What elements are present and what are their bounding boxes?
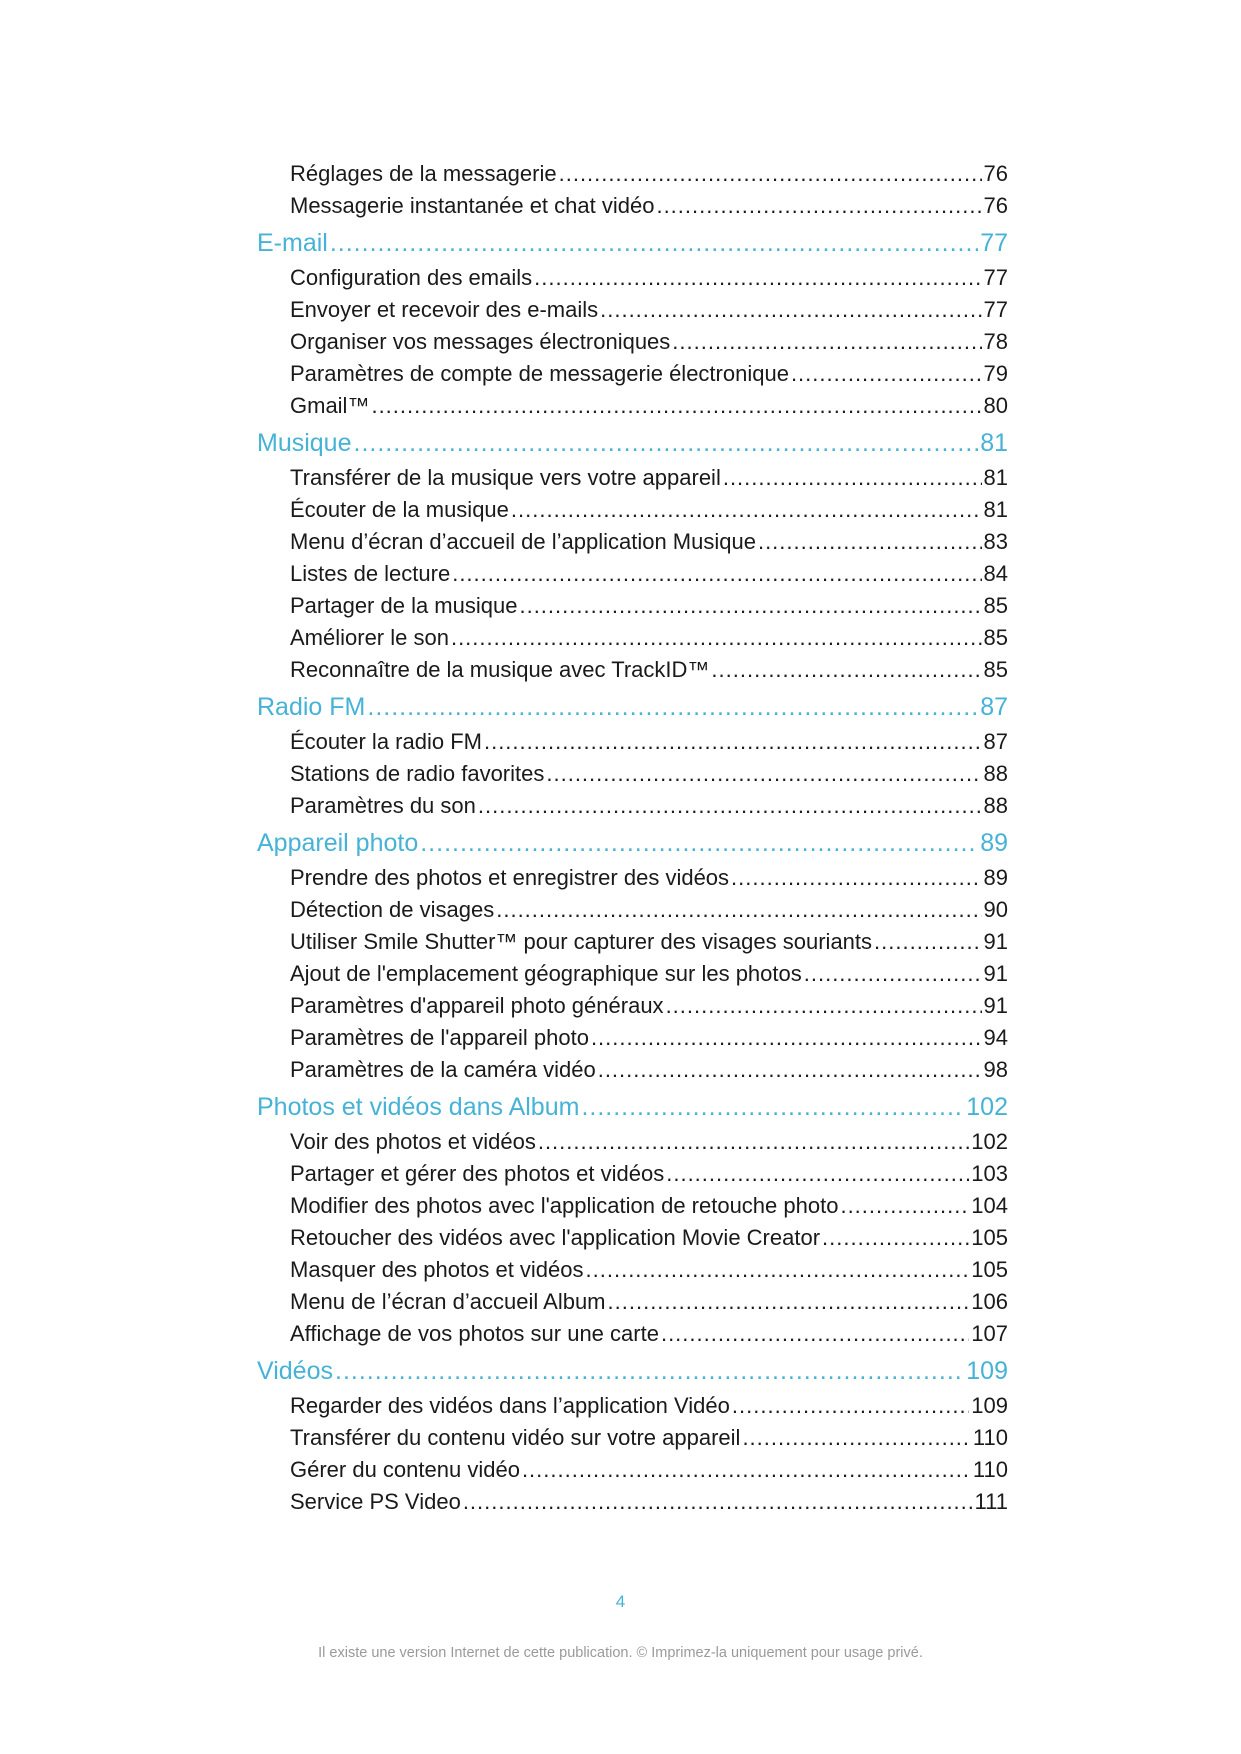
toc-title: Reconnaître de la musique avec TrackID™	[290, 657, 710, 682]
toc-title: Envoyer et recevoir des e-mails	[290, 297, 599, 322]
dot-leader	[330, 225, 978, 262]
dot-leader	[478, 790, 982, 822]
toc-page-number: 78	[983, 329, 1008, 354]
toc-entry[interactable]	[290, 958, 1008, 990]
toc-page-number: 106	[971, 1289, 1008, 1314]
dot-leader	[661, 1318, 969, 1350]
toc-page-number: 111	[974, 1489, 1008, 1514]
dot-leader	[546, 758, 981, 790]
toc-entry[interactable]	[290, 654, 1008, 686]
toc-entry[interactable]	[290, 1022, 1008, 1054]
toc-entry[interactable]	[290, 894, 1008, 926]
toc-title: Partager et gérer des photos et vidéos	[290, 1161, 665, 1186]
toc-chapter[interactable]	[257, 1089, 1008, 1126]
toc-title: Organiser vos messages électroniques	[290, 329, 671, 354]
toc-title: Musique	[257, 429, 352, 457]
toc-page-number: 85	[983, 657, 1008, 682]
footer-note: Il existe une version Internet de cette publication. © Imprimez-la uniquement pour usage privé.	[318, 1645, 923, 1661]
toc-title: Retoucher des vidéos avec l'application Movie Creator	[290, 1225, 821, 1250]
toc-title: Paramètres de compte de messagerie électronique	[290, 361, 789, 386]
toc-title: Paramètres d'appareil photo généraux	[290, 993, 664, 1018]
toc-title: Photos et vidéos dans Album	[257, 1093, 580, 1121]
toc-page-number: 87	[980, 693, 1008, 721]
toc-page-number: 77	[980, 229, 1008, 257]
toc-page-number: 81	[980, 429, 1008, 457]
toc-page-number: 81	[983, 465, 1008, 490]
toc-title: Regarder des vidéos dans l’application Vidéo	[290, 1393, 730, 1418]
toc-chapter[interactable]	[257, 425, 1008, 462]
toc-title: Prendre des photos et enregistrer des vidéos	[290, 865, 730, 890]
toc-page-number: 85	[983, 625, 1008, 650]
toc-page-number: 105	[971, 1257, 1008, 1282]
toc-entry[interactable]	[290, 1222, 1008, 1254]
toc-title: Voir des photos et vidéos	[290, 1129, 536, 1154]
toc-title: Écouter de la musique	[290, 497, 509, 522]
dot-leader	[420, 825, 978, 862]
toc-entry[interactable]	[290, 1318, 1008, 1350]
toc-page-number: 81	[983, 497, 1008, 522]
dot-leader	[672, 326, 981, 358]
toc-entry[interactable]	[290, 526, 1008, 558]
dot-leader	[371, 390, 981, 422]
toc-page-number: 85	[983, 593, 1008, 618]
toc-title: Écouter la radio FM	[290, 729, 482, 754]
toc-entry[interactable]	[290, 926, 1008, 958]
toc-title: Paramètres du son	[290, 793, 476, 818]
dot-leader	[758, 526, 982, 558]
toc-page-number: 77	[983, 297, 1008, 322]
toc-title: Service PS Video	[290, 1489, 461, 1514]
dot-leader	[723, 462, 982, 494]
toc-chapter[interactable]	[257, 689, 1008, 726]
toc-title: Améliorer le son	[290, 625, 449, 650]
toc-title: Affichage de vos photos sur une carte	[290, 1321, 659, 1346]
dot-leader	[484, 726, 982, 758]
toc-title: Gmail™	[290, 393, 370, 418]
dot-leader	[511, 494, 982, 526]
toc-entry[interactable]	[290, 462, 1008, 494]
toc-page-number: 109	[966, 1357, 1008, 1385]
toc-title: Réglages de la messagerie	[290, 161, 557, 186]
toc-chapter[interactable]	[257, 225, 1008, 262]
toc-entry[interactable]	[290, 358, 1008, 390]
dot-leader	[581, 1089, 964, 1126]
toc-page-number: 89	[983, 865, 1008, 890]
toc-page-number: 76	[983, 161, 1008, 186]
toc-title: Modifier des photos avec l'application de retouche photo	[290, 1193, 839, 1218]
dot-leader	[822, 1222, 969, 1254]
dot-leader	[608, 1286, 970, 1318]
dot-leader	[452, 558, 981, 590]
toc-entry[interactable]	[290, 590, 1008, 622]
dot-leader	[522, 1454, 971, 1486]
toc-title: Menu d’écran d’accueil de l’application Musique	[290, 529, 756, 554]
dot-leader	[732, 1390, 969, 1422]
toc-title: Paramètres de l'appareil photo	[290, 1025, 589, 1050]
toc-title: Transférer de la musique vers votre appareil	[290, 465, 721, 490]
dot-leader	[666, 990, 982, 1022]
toc-title: Détection de visages	[290, 897, 495, 922]
toc-page-number: 76	[983, 193, 1008, 218]
toc-title: Configuration des emails	[290, 265, 533, 290]
toc-page-number: 88	[983, 793, 1008, 818]
toc-title: Menu de l’écran d’accueil Album	[290, 1289, 606, 1314]
dot-leader	[367, 689, 978, 726]
toc-page-number: 94	[983, 1025, 1008, 1050]
toc-entry[interactable]	[290, 726, 1008, 758]
dot-leader	[600, 294, 981, 326]
toc-page-number: 90	[983, 897, 1008, 922]
dot-leader	[591, 1022, 982, 1054]
dot-leader	[742, 1422, 970, 1454]
toc-entry[interactable]	[290, 1454, 1008, 1486]
toc-page-number: 89	[980, 829, 1008, 857]
toc-entry[interactable]	[290, 558, 1008, 590]
toc-title: Paramètres de la caméra vidéo	[290, 1057, 596, 1082]
toc-page-number: 80	[983, 393, 1008, 418]
table-of-contents	[257, 158, 1008, 1518]
toc-title: Ajout de l'emplacement géographique sur les photos	[290, 961, 802, 986]
dot-leader	[335, 1353, 964, 1390]
toc-page-number: 105	[971, 1225, 1008, 1250]
toc-title: Radio FM	[257, 693, 366, 721]
toc-page-number: 103	[971, 1161, 1008, 1186]
toc-entry[interactable]	[290, 1126, 1008, 1158]
toc-title: Appareil photo	[257, 829, 419, 857]
toc-entry[interactable]	[290, 190, 1008, 222]
dot-leader	[731, 862, 981, 894]
toc-page-number: 87	[983, 729, 1008, 754]
toc-entry[interactable]	[290, 390, 1008, 422]
toc-entry[interactable]	[290, 1422, 1008, 1454]
toc-entry[interactable]	[290, 326, 1008, 358]
toc-entry[interactable]	[290, 1254, 1008, 1286]
toc-page-number: 104	[971, 1193, 1008, 1218]
toc-page-number: 91	[983, 961, 1008, 986]
dot-leader	[656, 190, 981, 222]
toc-page-number: 110	[972, 1457, 1008, 1482]
toc-title: Partager de la musique	[290, 593, 518, 618]
toc-title: Gérer du contenu vidéo	[290, 1457, 520, 1482]
toc-entry[interactable]	[290, 1286, 1008, 1318]
toc-page-number: 83	[983, 529, 1008, 554]
dot-leader	[791, 358, 982, 390]
dot-leader	[463, 1486, 973, 1518]
toc-title: Vidéos	[257, 1357, 333, 1385]
page-number: 4	[615, 1592, 626, 1611]
toc-title: Messagerie instantanée et chat vidéo	[290, 193, 655, 218]
toc-page-number: 84	[983, 561, 1008, 586]
toc-page-number: 98	[983, 1057, 1008, 1082]
toc-chapter[interactable]	[257, 1353, 1008, 1390]
toc-chapter[interactable]	[257, 825, 1008, 862]
dot-leader	[354, 425, 979, 462]
toc-page-number: 91	[983, 993, 1008, 1018]
toc-page-number: 102	[971, 1129, 1008, 1154]
toc-page-number: 107	[971, 1321, 1008, 1346]
toc-page-number: 88	[983, 761, 1008, 786]
dot-leader	[519, 590, 981, 622]
toc-page-number: 102	[966, 1093, 1008, 1121]
toc-page-number: 79	[983, 361, 1008, 386]
toc-entry[interactable]	[290, 990, 1008, 1022]
toc-entry[interactable]	[290, 494, 1008, 526]
dot-leader	[711, 654, 981, 686]
toc-title: E-mail	[257, 229, 328, 257]
dot-leader	[586, 1254, 970, 1286]
toc-entry[interactable]	[290, 758, 1008, 790]
dot-leader	[874, 926, 981, 958]
toc-title: Transférer du contenu vidéo sur votre appareil	[290, 1425, 741, 1450]
toc-entry[interactable]	[290, 622, 1008, 654]
dot-leader	[666, 1158, 969, 1190]
dot-leader	[451, 622, 982, 654]
toc-entry[interactable]	[290, 862, 1008, 894]
toc-entry[interactable]	[290, 1158, 1008, 1190]
toc-entry[interactable]	[290, 1054, 1008, 1086]
toc-entry[interactable]	[290, 158, 1008, 190]
toc-page-number: 91	[983, 929, 1008, 954]
toc-title: Stations de radio favorites	[290, 761, 545, 786]
toc-title: Listes de lecture	[290, 561, 451, 586]
dot-leader	[496, 894, 981, 926]
toc-entry[interactable]	[290, 294, 1008, 326]
toc-entry[interactable]	[290, 1190, 1008, 1222]
dot-leader	[534, 262, 981, 294]
toc-entry[interactable]	[290, 1390, 1008, 1422]
toc-entry[interactable]	[290, 262, 1008, 294]
toc-page-number: 77	[983, 265, 1008, 290]
toc-entry[interactable]	[290, 790, 1008, 822]
toc-title: Masquer des photos et vidéos	[290, 1257, 584, 1282]
dot-leader	[804, 958, 982, 990]
dot-leader	[840, 1190, 969, 1222]
toc-title: Utiliser Smile Shutter™ pour capturer des visages souriants	[290, 929, 873, 954]
dot-leader	[598, 1054, 982, 1086]
toc-entry[interactable]	[290, 1486, 1008, 1518]
toc-page-number: 110	[972, 1425, 1008, 1450]
toc-page-number: 109	[971, 1393, 1008, 1418]
dot-leader	[538, 1126, 969, 1158]
dot-leader	[559, 158, 982, 190]
